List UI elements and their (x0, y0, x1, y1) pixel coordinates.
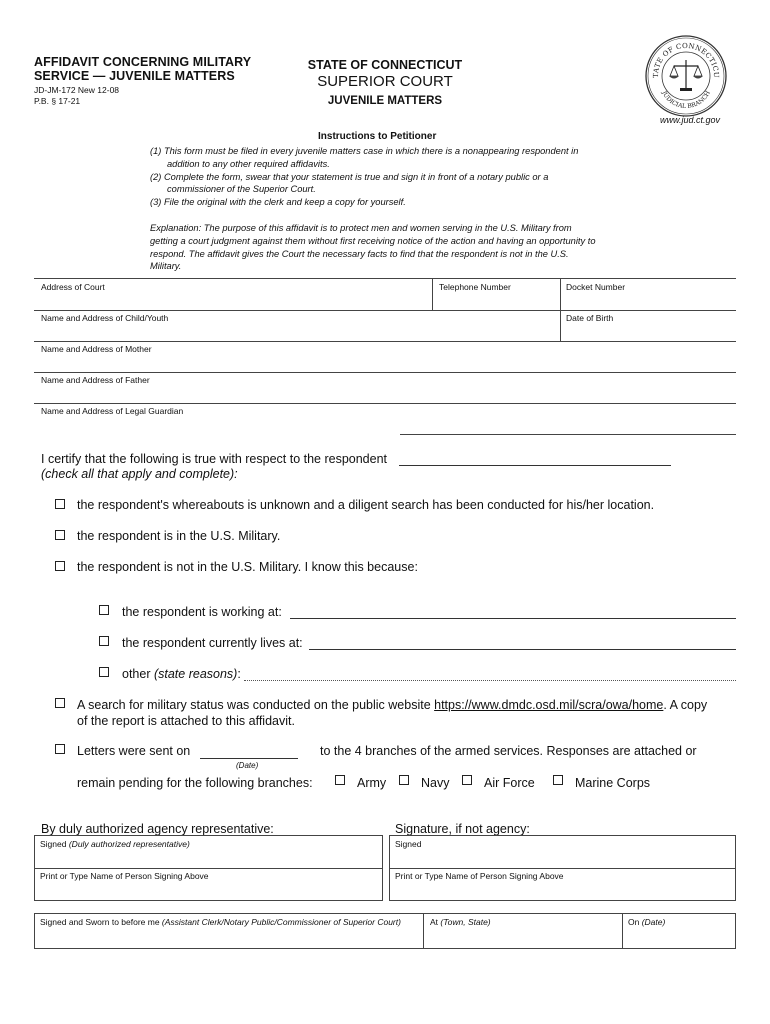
svg-text:STATE OF CONNECTICUT (644, 34, 720, 78)
division-heading: JUVENILE MATTERS (327, 95, 443, 107)
marine-corps-label: Marine Corps (575, 776, 651, 790)
air-force-label: Air Force (484, 776, 535, 790)
instruction-item: (3) File the original with the clerk and keep a copy for yourself. (150, 197, 406, 208)
guardian-field[interactable]: Name and Address of Legal Guardian (41, 406, 184, 416)
form-title-line2: SERVICE — JUVENILE MATTERS (34, 69, 235, 83)
father-field[interactable]: Name and Address of Father (41, 375, 150, 385)
search-line2: of the report is attached to this affidavit. (77, 713, 295, 728)
marine-corps-checkbox[interactable] (553, 775, 563, 785)
personal-print-name-field[interactable]: Print or Type Name of Person Signing Above (395, 871, 564, 881)
whereabouts-checkbox[interactable] (55, 499, 65, 509)
at-town-field[interactable]: At (Town, State) (430, 917, 491, 927)
form-title-line1: AFFIDAVIT CONCERNING MILITARY (34, 55, 252, 69)
seal-bottom-text: JUDICIAL BRANCH (660, 89, 712, 111)
in-military-checkbox[interactable] (55, 530, 65, 540)
lives-checkbox[interactable] (99, 636, 109, 646)
in-military-label: the respondent is in the U.S. Military. (77, 529, 281, 543)
mother-field[interactable]: Name and Address of Mother (41, 344, 152, 354)
instruction-item: (2) Complete the form, swear that your statement is true and sign it in front of a notary public or a (150, 171, 549, 182)
date-of-birth-field[interactable]: Date of Birth (566, 313, 614, 323)
navy-checkbox[interactable] (399, 775, 409, 785)
agency-print-name-field[interactable]: Print or Type Name of Person Signing Above (40, 871, 209, 881)
sworn-field[interactable]: Signed and Sworn to before me (Assistant Clerk/Notary Public/Commissioner of Superior Court) (40, 917, 401, 927)
letters-checkbox[interactable] (55, 744, 65, 754)
other-checkbox[interactable] (99, 667, 109, 677)
instruction-item: commissioner of the Superior Court. (167, 184, 316, 195)
telephone-number-field[interactable]: Telephone Number (439, 282, 511, 292)
seal-top-text: TATE OF CONNECTICU (651, 41, 721, 79)
child-youth-field[interactable]: Name and Address of Child/Youth (41, 313, 169, 323)
instruction-item: addition to any other required affidavits. (167, 158, 330, 169)
letters-date-input[interactable] (200, 758, 298, 759)
pending-label: remain pending for the following branches: (77, 776, 313, 790)
not-agency-heading: Signature, if not agency: (395, 822, 530, 836)
search-checkbox[interactable] (55, 698, 65, 708)
letters-label: Letters were sent on (77, 744, 191, 758)
website-link[interactable]: www.jud.ct.gov (660, 115, 721, 125)
lives-label: the respondent currently lives at: (122, 636, 303, 650)
working-input[interactable] (290, 618, 736, 619)
instructions-list (150, 145, 640, 209)
agency-heading: By duly authorized agency representative: (41, 822, 274, 836)
court-heading: SUPERIOR COURT (317, 73, 453, 90)
explanation (150, 222, 650, 273)
personal-signed-field[interactable]: Signed (395, 839, 422, 849)
search-statement: A search for military status was conducted on the public website https://www.dmdc.osd.mil/scra/owa/home. A copy of the report is attached to this affidavit. (77, 698, 708, 728)
form-title (34, 55, 251, 83)
certify-statement: I certify that the following is true with respect to the respondent (41, 452, 388, 466)
certify-instruction: (check all that apply and complete): (41, 467, 238, 481)
other-reasons-input[interactable] (244, 680, 736, 681)
working-label: the respondent is working at: (122, 605, 282, 619)
army-checkbox[interactable] (335, 775, 345, 785)
date-caption: (Date) (236, 761, 259, 770)
not-military-label: the respondent is not in the U.S. Military. I know this because: (77, 560, 418, 574)
other-label: other (state reasons): (122, 667, 241, 681)
not-military-checkbox[interactable] (55, 561, 65, 571)
respondent-name-input[interactable] (399, 465, 671, 466)
whereabouts-label: the respondent's whereabouts is unknown and a diligent search has been conducted for his/her location. (77, 498, 655, 512)
army-label: Army (357, 776, 387, 790)
court-seal-icon (644, 34, 728, 118)
state-heading: STATE OF CONNECTICUT (307, 58, 463, 72)
dmdc-link[interactable]: https://www.dmdc.osd.mil/scra/owa/home (434, 698, 664, 712)
form-number: JD-JM-172 New 12-08 (34, 85, 120, 95)
working-checkbox[interactable] (99, 605, 109, 615)
air-force-checkbox[interactable] (462, 775, 472, 785)
instructions-heading: Instructions to Petitioner (318, 131, 437, 142)
address-of-court-field[interactable]: Address of Court (41, 282, 105, 292)
agency-signed-field[interactable]: Signed (Duly authorized representative) (40, 839, 190, 849)
explanation-line: getting a court judgment against them without first receiving notice of the action and having an opportunity to (150, 235, 596, 246)
explanation-line: respond. The affidavit gives the Court the necessary facts to find that the respondent is not in the U.S. (150, 248, 569, 259)
explanation-line: Explanation: The purpose of this affidavit is to protect men and women serving in the U.S. Military from (150, 223, 572, 233)
instruction-item: (1) This form must be filed in every juvenile matters case in which there is a nonappearing respondent in (150, 146, 579, 156)
explanation-line: Military. (150, 261, 182, 272)
letters-suffix: to the 4 branches of the armed services. Responses are attached or (320, 744, 697, 758)
navy-label: Navy (421, 776, 450, 790)
on-date-field[interactable]: On (Date) (628, 917, 666, 927)
lives-input[interactable] (309, 649, 736, 650)
practice-book: P.B. § 17-21 (34, 96, 81, 106)
docket-number-field[interactable]: Docket Number (566, 282, 626, 292)
